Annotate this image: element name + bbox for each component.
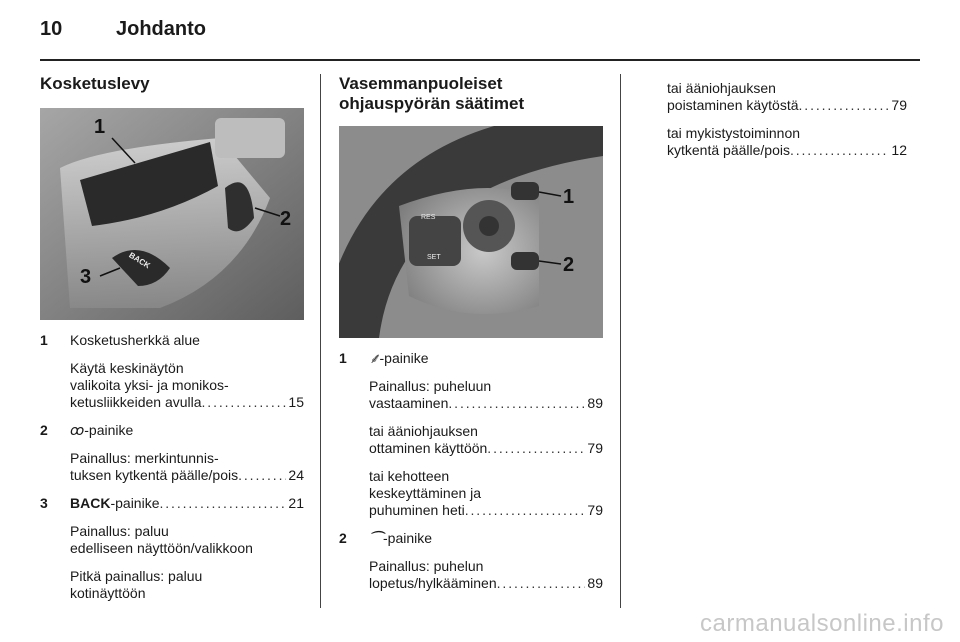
text-line: tai ääniohjauksen xyxy=(667,80,776,96)
item-number: 2 xyxy=(40,422,48,438)
dot-leader xyxy=(790,142,889,159)
touchpad-figure xyxy=(40,108,304,320)
title-line: Vasemmanpuoleiset xyxy=(339,74,503,93)
page-reference[interactable] xyxy=(369,395,603,412)
continued-item xyxy=(667,80,907,159)
item-label: -painike xyxy=(84,422,134,438)
page-ref-number: 12 xyxy=(891,142,907,158)
page-ref-number: 79 xyxy=(587,502,603,518)
page-ref-number: 79 xyxy=(587,440,603,456)
page-header xyxy=(40,18,920,58)
touchpad-item-1 xyxy=(40,332,304,411)
item-number: 3 xyxy=(40,495,48,511)
dot-leader xyxy=(799,97,890,114)
text-line: tai kehotteen xyxy=(369,468,450,484)
callout-3: 3 xyxy=(80,266,92,288)
column-steering-controls xyxy=(339,74,603,592)
item-number: 1 xyxy=(339,350,347,366)
text-line: Painallus: paluu xyxy=(70,523,169,539)
page-ref-number: 15 xyxy=(288,394,304,410)
item-number: 2 xyxy=(339,530,347,546)
page-reference[interactable] xyxy=(369,575,603,592)
res-label: RES xyxy=(421,214,436,221)
reference-text: -painike xyxy=(110,495,160,511)
voice-recognition-icon: ꝏ xyxy=(70,422,85,438)
page-reference[interactable] xyxy=(70,394,304,411)
callout-1: 1 xyxy=(94,116,106,138)
column-divider-2 xyxy=(620,74,621,608)
text-line: keskeyttäminen ja xyxy=(369,485,482,501)
page-number: 10 xyxy=(40,18,63,40)
reference-text: kytkentä päälle/pois xyxy=(667,142,790,158)
page-ref-number: 24 xyxy=(288,467,304,483)
header-rule xyxy=(40,59,920,61)
dot-leader xyxy=(202,394,287,411)
steering-wheel-figure xyxy=(339,126,603,338)
reference-text: ketusliikkeiden avulla xyxy=(70,394,202,410)
callout-2: 2 xyxy=(280,208,292,230)
page-ref-number: 89 xyxy=(587,395,603,411)
watermark: carmanualsonline.info xyxy=(700,610,944,637)
touchpad-item-3 xyxy=(40,495,304,602)
callout-1: 1 xyxy=(563,186,575,208)
text-line: Käytä keskinäytön xyxy=(70,360,184,376)
text-line: Painallus: puhelun xyxy=(369,558,484,574)
column-divider-1 xyxy=(320,74,321,608)
page-ref-number: 79 xyxy=(891,97,907,113)
page-reference[interactable] xyxy=(70,467,304,484)
reference-text: lopetus/hylkääminen xyxy=(369,575,497,591)
item-number: 1 xyxy=(40,332,48,348)
text-line: kotinäyttöön xyxy=(70,585,146,601)
dot-leader xyxy=(465,502,586,519)
text-line: edelliseen näyttöön/valikkoon xyxy=(70,540,253,556)
phone-voice-icon: ⸙ xyxy=(369,350,380,366)
text-line: valikoita yksi- ja monikos- xyxy=(70,377,229,393)
chapter-title: Johdanto xyxy=(116,18,206,40)
section-title-steering xyxy=(339,74,603,114)
item-label: -painike xyxy=(379,350,429,366)
page-reference[interactable] xyxy=(70,495,304,512)
page-reference[interactable] xyxy=(369,440,603,457)
dot-leader xyxy=(487,440,585,457)
text-line: tai mykistystoiminnon xyxy=(667,125,801,141)
text-line: Pitkä painallus: paluu xyxy=(70,568,203,584)
end-call-button-shape xyxy=(511,252,539,270)
touchpad-item-2 xyxy=(40,422,304,484)
reference-text: tuksen kytkentä päälle/pois xyxy=(70,467,239,483)
text-line: Painallus: puheluun xyxy=(369,378,492,394)
column-continued xyxy=(667,80,907,159)
dot-leader xyxy=(448,395,585,412)
page-reference[interactable] xyxy=(667,142,907,159)
reference-text: vastaaminen xyxy=(369,395,449,411)
steering-item-1 xyxy=(339,350,603,519)
dot-leader xyxy=(159,495,286,512)
dot-leader xyxy=(238,467,286,484)
page-reference[interactable] xyxy=(369,502,603,519)
set-label: SET xyxy=(427,254,441,261)
reference-text: poistaminen käytöstä xyxy=(667,97,799,113)
reference-text: puhuminen heti xyxy=(369,502,465,518)
phone-button-shape xyxy=(511,182,539,200)
text-line: tai ääniohjauksen xyxy=(369,423,478,439)
back-label: BACK xyxy=(127,250,152,271)
column-touchpad xyxy=(40,74,304,602)
dot-leader xyxy=(497,575,586,592)
text-line: Painallus: merkintunnis- xyxy=(70,450,219,466)
section-title-touchpad: Kosketuslevy xyxy=(40,74,150,93)
page-ref-number: 21 xyxy=(288,495,304,511)
steering-wheel-illustration xyxy=(339,126,603,338)
page-reference[interactable] xyxy=(667,97,907,114)
end-call-icon: ⌒ xyxy=(369,530,383,546)
steering-item-2 xyxy=(339,530,603,592)
back-label-text: BACK xyxy=(70,495,111,511)
item-label: -painike xyxy=(383,530,433,546)
callout-2: 2 xyxy=(563,254,575,276)
reference-text: ottaminen käyttöön xyxy=(369,440,488,456)
title-line: ohjauspyörän säätimet xyxy=(339,94,525,113)
page-ref-number: 89 xyxy=(587,575,603,591)
item-label: Kosketusherkkä alue xyxy=(70,332,200,348)
